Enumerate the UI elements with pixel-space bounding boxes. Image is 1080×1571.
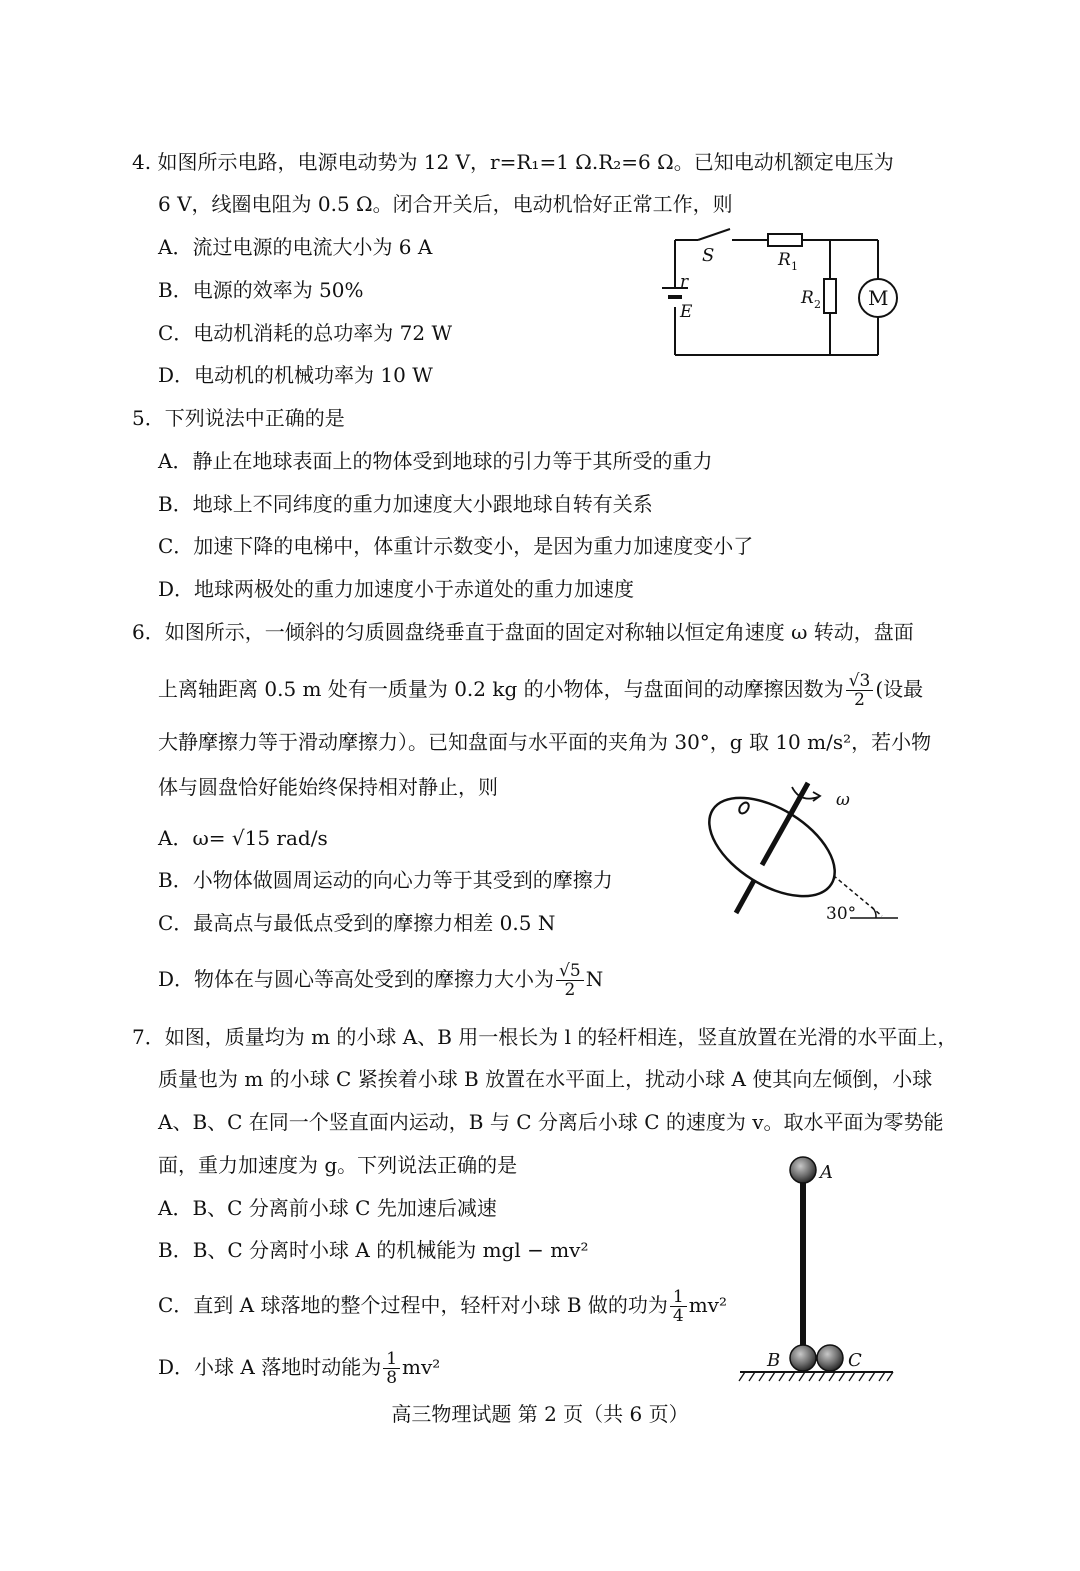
q7-stem-line2: 质量也为 m 的小球 C 紧挨着小球 B 放置在水平面上，扰动小球 A 使其向左倾倒，小球 [158, 1067, 933, 1091]
q4-motor-label: M [868, 286, 889, 310]
q6-friction-fraction [846, 672, 874, 709]
q6-option-d-text: D．物体在与圆心等高处受到的摩擦力大小为 [158, 967, 555, 991]
q6-stem-line3: 大静摩擦力等于滑动摩擦力）。已知盘面与水平面的夹角为 30°，g 取 10 m/s²，若小物 [158, 730, 932, 754]
q7-ball-c-label: C [848, 1350, 862, 1371]
q6-stem-line2-text: 上离轴距离 0.5 m 处有一质量为 0.2 kg 的小物体，与盘面间的动摩擦因数为 [158, 677, 844, 701]
q7-option-d-fraction [383, 1350, 400, 1387]
q7-option-d-denominator: 8 [386, 1368, 398, 1388]
q7-option-c-fraction [670, 1288, 687, 1325]
q6-option-d-numerator: √5 [556, 962, 584, 981]
q7-option-c [158, 1288, 727, 1325]
q6-stem-line1: 6．如图所示，一倾斜的匀质圆盘绕垂直于盘面的固定对称轴以恒定角速度 ω 转动，盘面 [132, 620, 914, 644]
q4-circuit-diagram [650, 225, 910, 365]
q4-switch-label: S [702, 245, 715, 266]
q6-option-d-denominator: 2 [564, 980, 576, 1000]
q6-stem-line4: 体与圆盘恰好能始终保持相对静止，则 [158, 775, 498, 799]
q7-option-c-denominator: 4 [672, 1306, 684, 1326]
q4-internal-resistance-label: r [680, 272, 689, 292]
q4-stem-line1: 4. 如图所示电路，电源电动势为 12 V，r=R₁=1 Ω.R₂=6 Ω。已知电动机额定电压为 [132, 150, 894, 174]
q4-emf-label: E [680, 302, 693, 322]
q5-option-b: B．地球上不同纬度的重力加速度大小跟地球自转有关系 [158, 492, 653, 516]
page-footer: 高三物理试题 第 2 页（共 6 页） [391, 1402, 689, 1426]
q4-r1-sub: 1 [791, 260, 798, 273]
q7-rod-balls-diagram [735, 1148, 900, 1388]
q4-r1-label: R [778, 250, 791, 270]
q6-option-d [158, 962, 603, 999]
q6-option-c: C．最高点与最低点受到的摩擦力相差 0.5 N [158, 911, 556, 935]
q7-option-d [158, 1350, 440, 1387]
q7-option-a: A．B、C 分离前小球 C 先加速后减速 [158, 1196, 497, 1220]
q7-option-b: B．B、C 分离时小球 A 的机械能为 mgl − mv² [158, 1238, 589, 1262]
q4-option-d: D．电动机的机械功率为 10 W [158, 363, 433, 387]
q4-option-b: B．电源的效率为 50% [158, 278, 364, 302]
q5-stem: 5．下列说法中正确的是 [132, 406, 345, 430]
q6-option-d-fraction [556, 962, 584, 999]
q7-ball-b-label: B [767, 1350, 781, 1371]
q6-stem-line2 [158, 672, 923, 709]
q7-stem-line3: A、B、C 在同一个竖直面内运动，B 与 C 分离后小球 C 的速度为 v。取水平面为零势能 [158, 1110, 944, 1134]
q6-friction-denominator: 2 [854, 690, 865, 710]
q7-option-d-numerator: 1 [383, 1350, 400, 1369]
q6-omega-label: ω [836, 790, 850, 810]
q4-option-a: A．流过电源的电流大小为 6 A [158, 235, 433, 259]
q6-angle-label: 30° [826, 904, 857, 924]
q7-ball-a-label: A [820, 1162, 833, 1183]
q5-option-a: A．静止在地球表面上的物体受到地球的引力等于其所受的重力 [158, 449, 713, 473]
q6-option-d-unit: N [585, 967, 604, 991]
q4-r2-label: R [801, 288, 814, 308]
q7-stem-line1: 7．如图，质量均为 m 的小球 A、B 用一根长为 l 的轻杆相连，竖直放置在光滑的水平面上， [132, 1025, 958, 1049]
q6-friction-numerator: √3 [846, 672, 874, 691]
q5-option-d: D．地球两极处的重力加速度小于赤道处的重力加速度 [158, 577, 635, 601]
q4-option-c: C．电动机消耗的总功率为 72 W [158, 321, 453, 345]
q7-option-c-tail: mv² [688, 1293, 727, 1317]
q7-option-c-text: C．直到 A 球落地的整个过程中，轻杆对小球 B 做的功为 [158, 1293, 668, 1317]
q4-r2-sub: 2 [814, 298, 821, 311]
q7-stem-line4: 面，重力加速度为 g。下列说法正确的是 [158, 1153, 518, 1177]
q7-option-d-text: D．小球 A 落地时动能为 [158, 1355, 382, 1379]
q5-option-c: C．加速下降的电梯中，体重计示数变小，是因为重力加速度变小了 [158, 534, 754, 558]
q6-stem-line2-tail: (设最 [875, 677, 924, 701]
q6-option-a: A．ω= √15 rad/s [158, 826, 328, 850]
q4-stem-line2: 6 V，线圈电阻为 0.5 Ω。闭合开关后，电动机恰好正常工作，则 [158, 192, 733, 216]
q6-option-b: B．小物体做圆周运动的向心力等于其受到的摩擦力 [158, 868, 613, 892]
q7-option-d-tail: mv² [402, 1355, 441, 1379]
q6-tilted-disk-diagram [700, 775, 910, 935]
q7-option-c-numerator: 1 [670, 1288, 687, 1307]
